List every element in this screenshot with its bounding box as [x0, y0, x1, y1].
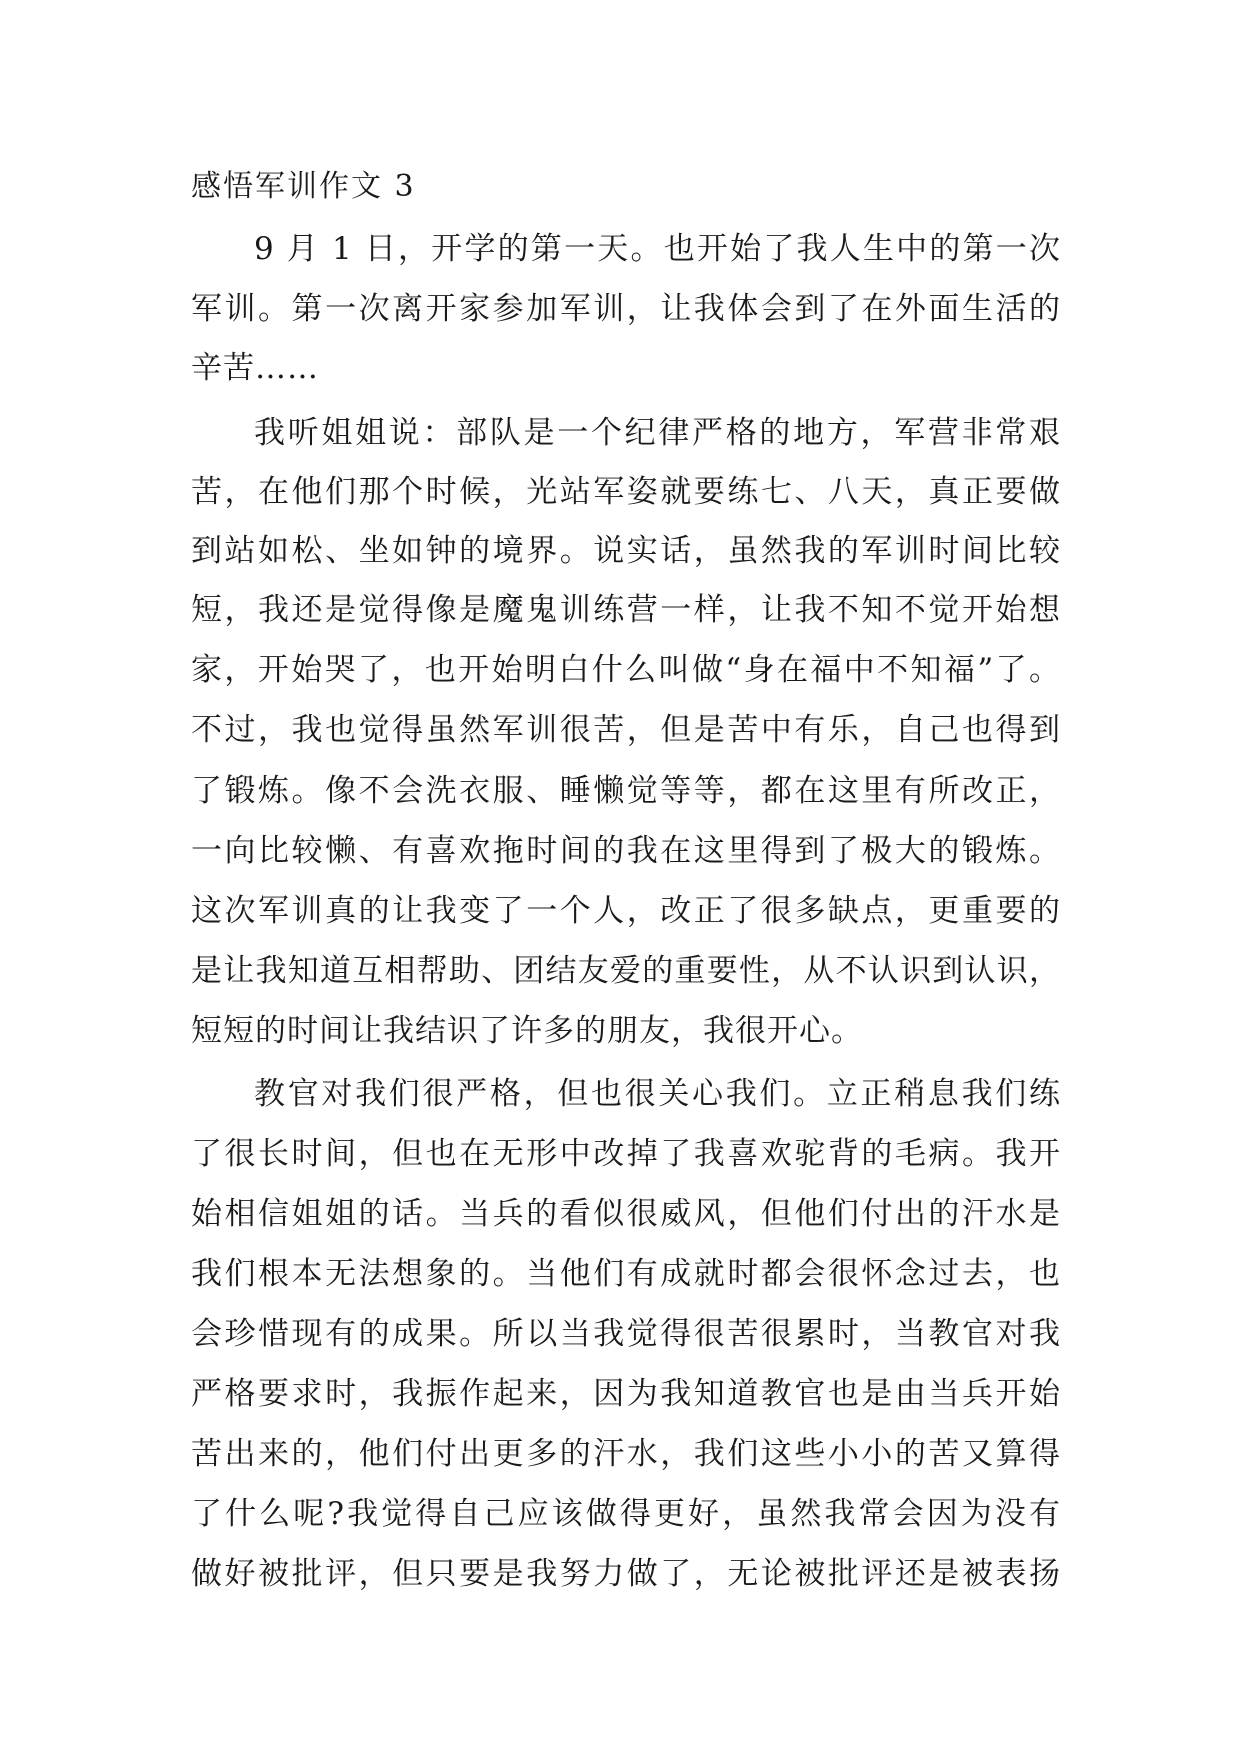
paragraph-3-line-9: 做好被批评，但只要是我努力做了，无论被批评还是被表扬 — [191, 1556, 1061, 1592]
paragraph-2-line-6: 不过，我也觉得虽然军训很苦，但是苦中有乐，自己也得到 — [191, 712, 1061, 748]
paragraph-3-line-3: 始相信姐姐的话。当兵的看似很威风，但他们付出的汗水是 — [191, 1196, 1061, 1232]
paragraph-2-line-1: 我听姐姐说：部队是一个纪律严格的地方，军营非常艰 — [254, 415, 1061, 451]
paragraph-3-line-4: 我们根本无法想象的。当他们有成就时都会很怀念过去，也 — [191, 1256, 1061, 1292]
paragraph-3-line-1: 教官对我们很严格，但也很关心我们。立正稍息我们练 — [254, 1076, 1061, 1112]
paragraph-1-line-1: 9 月 1 日，开学的第一天。也开始了我人生中的第一次 — [254, 231, 1061, 267]
paragraph-2-line-10: 是让我知道互相帮助、团结友爱的重要性，从不认识到认识， — [191, 953, 1061, 989]
paragraph-1-line-2: 军训。第一次离开家参加军训，让我体会到了在外面生活的 — [191, 291, 1061, 327]
document-title: 感悟军训作文 3 — [191, 169, 416, 204]
paragraph-2-line-3: 到站如松、坐如钟的境界。说实话，虽然我的军训时间比较 — [191, 533, 1061, 569]
paragraph-3-line-6: 严格要求时，我振作起来，因为我知道教官也是由当兵开始 — [191, 1376, 1061, 1412]
paragraph-2-line-7: 了锻炼。像不会洗衣服、睡懒觉等等，都在这里有所改正， — [191, 773, 1061, 809]
paragraph-2-line-4: 短，我还是觉得像是魔鬼训练营一样，让我不知不觉开始想 — [191, 592, 1061, 628]
paragraph-2-line-5: 家，开始哭了，也开始明白什么叫做“身在福中不知福”了。 — [191, 652, 1061, 688]
paragraph-1-line-3: 辛苦…… — [191, 350, 319, 386]
paragraph-2-line-11: 短短的时间让我结识了许多的朋友，我很开心。 — [191, 1013, 863, 1049]
paragraph-2-line-9: 这次军训真的让我变了一个人，改正了很多缺点，更重要的 — [191, 893, 1061, 929]
paragraph-3-line-8: 了什么呢?我觉得自己应该做得更好，虽然我常会因为没有 — [191, 1496, 1061, 1532]
paragraph-3-line-2: 了很长时间，但也在无形中改掉了我喜欢驼背的毛病。我开 — [191, 1136, 1061, 1172]
paragraph-3-line-7: 苦出来的，他们付出更多的汗水，我们这些小小的苦又算得 — [191, 1436, 1061, 1472]
paragraph-3-line-5: 会珍惜现有的成果。所以当我觉得很苦很累时，当教官对我 — [191, 1316, 1061, 1352]
paragraph-2-line-2: 苦，在他们那个时候，光站军姿就要练七、八天，真正要做 — [191, 474, 1061, 510]
paragraph-2-line-8: 一向比较懒、有喜欢拖时间的我在这里得到了极大的锻炼。 — [191, 833, 1061, 869]
